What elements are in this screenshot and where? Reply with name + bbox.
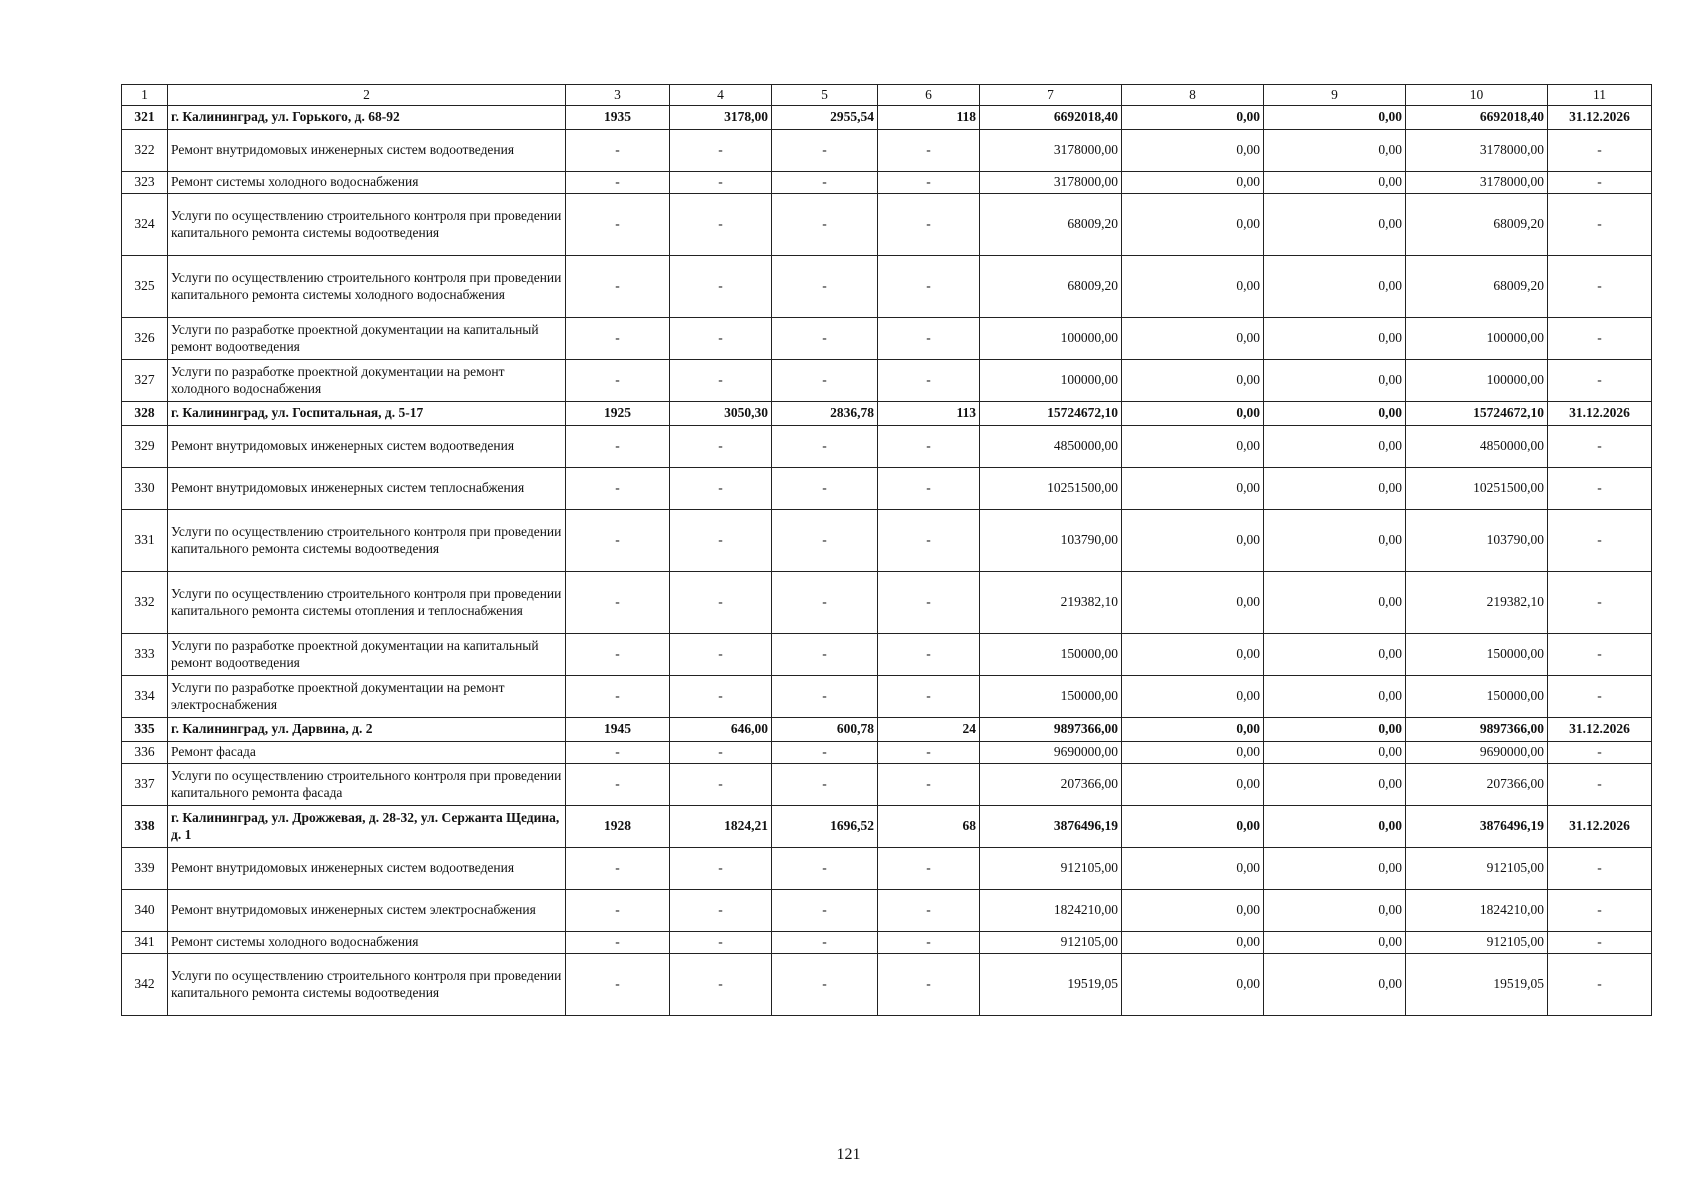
cost-total-cell: 219382,10 <box>980 572 1122 634</box>
residents-cell: 113 <box>878 402 980 426</box>
year-cell: - <box>566 426 670 468</box>
fund-b-cell: 0,00 <box>1264 572 1406 634</box>
year-cell: - <box>566 172 670 194</box>
deadline-cell: 31.12.2026 <box>1548 402 1652 426</box>
cost-total-cell: 15724672,10 <box>980 402 1122 426</box>
fund-owners-cell: 207366,00 <box>1406 764 1548 806</box>
row-name: Услуги по осуществлению строительного контроля при проведении капитального ремонта системы холодного водоснабжения <box>168 256 566 318</box>
column-header: 11 <box>1548 85 1652 106</box>
row-number: 321 <box>122 106 168 130</box>
cost-total-cell: 9897366,00 <box>980 718 1122 742</box>
fund-owners-cell: 68009,20 <box>1406 256 1548 318</box>
fund-b-cell: 0,00 <box>1264 172 1406 194</box>
deadline-cell: - <box>1548 848 1652 890</box>
cost-total-cell: 207366,00 <box>980 764 1122 806</box>
deadline-cell: - <box>1548 318 1652 360</box>
work-item-row <box>122 426 1652 468</box>
cost-total-cell: 68009,20 <box>980 256 1122 318</box>
row-name: Услуги по осуществлению строительного контроля при проведении капитального ремонта системы отопления и теплоснабжения <box>168 572 566 634</box>
area-total-cell: - <box>670 572 772 634</box>
area-living-cell: - <box>772 256 878 318</box>
fund-owners-cell: 100000,00 <box>1406 360 1548 402</box>
work-item-row <box>122 318 1652 360</box>
fund-a-cell: 0,00 <box>1122 634 1264 676</box>
fund-b-cell: 0,00 <box>1264 402 1406 426</box>
deadline-cell: - <box>1548 634 1652 676</box>
fund-b-cell: 0,00 <box>1264 932 1406 954</box>
column-header: 4 <box>670 85 772 106</box>
area-total-cell: - <box>670 932 772 954</box>
residents-cell: - <box>878 848 980 890</box>
area-total-cell: - <box>670 360 772 402</box>
fund-b-cell: 0,00 <box>1264 742 1406 764</box>
area-living-cell: - <box>772 510 878 572</box>
area-total-cell: - <box>670 468 772 510</box>
fund-a-cell: 0,00 <box>1122 718 1264 742</box>
year-cell: - <box>566 954 670 1016</box>
year-cell: - <box>566 890 670 932</box>
area-total-cell: - <box>670 848 772 890</box>
fund-b-cell: 0,00 <box>1264 360 1406 402</box>
cost-total-cell: 150000,00 <box>980 676 1122 718</box>
area-living-cell: - <box>772 954 878 1016</box>
area-living-cell: 1696,52 <box>772 806 878 848</box>
residents-cell: - <box>878 890 980 932</box>
fund-owners-cell: 3178000,00 <box>1406 130 1548 172</box>
area-living-cell: - <box>772 572 878 634</box>
column-header: 1 <box>122 85 168 106</box>
area-living-cell: - <box>772 764 878 806</box>
row-name: Ремонт системы холодного водоснабжения <box>168 932 566 954</box>
page-number: 121 <box>836 1146 861 1163</box>
year-cell: - <box>566 742 670 764</box>
fund-a-cell: 0,00 <box>1122 256 1264 318</box>
residents-cell: - <box>878 742 980 764</box>
area-total-cell: 3178,00 <box>670 106 772 130</box>
row-name: г. Калининград, ул. Горького, д. 68-92 <box>168 106 566 130</box>
column-header: 7 <box>980 85 1122 106</box>
row-name: Услуги по разработке проектной документации на капитальный ремонт водоотведения <box>168 634 566 676</box>
fund-b-cell: 0,00 <box>1264 676 1406 718</box>
fund-b-cell: 0,00 <box>1264 426 1406 468</box>
work-item-row <box>122 890 1652 932</box>
area-total-cell: - <box>670 764 772 806</box>
fund-b-cell: 0,00 <box>1264 106 1406 130</box>
year-cell: - <box>566 676 670 718</box>
column-header: 9 <box>1264 85 1406 106</box>
row-name: Услуги по разработке проектной документации на ремонт электроснабжения <box>168 676 566 718</box>
row-name: Ремонт внутридомовых инженерных систем теплоснабжения <box>168 468 566 510</box>
work-item-row <box>122 172 1652 194</box>
residents-cell: - <box>878 954 980 1016</box>
work-item-row <box>122 742 1652 764</box>
cost-total-cell: 19519,05 <box>980 954 1122 1016</box>
area-total-cell: - <box>670 172 772 194</box>
area-living-cell: - <box>772 194 878 256</box>
deadline-cell: - <box>1548 468 1652 510</box>
cost-total-cell: 100000,00 <box>980 360 1122 402</box>
fund-owners-cell: 150000,00 <box>1406 676 1548 718</box>
year-cell: - <box>566 764 670 806</box>
fund-a-cell: 0,00 <box>1122 402 1264 426</box>
residents-cell: - <box>878 764 980 806</box>
row-name: Услуги по осуществлению строительного контроля при проведении капитального ремонта системы водоотведения <box>168 510 566 572</box>
fund-a-cell: 0,00 <box>1122 194 1264 256</box>
fund-a-cell: 0,00 <box>1122 764 1264 806</box>
residents-cell: - <box>878 572 980 634</box>
work-item-row <box>122 572 1652 634</box>
row-number: 336 <box>122 742 168 764</box>
deadline-cell: - <box>1548 572 1652 634</box>
cost-total-cell: 3876496,19 <box>980 806 1122 848</box>
row-number: 323 <box>122 172 168 194</box>
deadline-cell: - <box>1548 676 1652 718</box>
fund-owners-cell: 150000,00 <box>1406 634 1548 676</box>
fund-owners-cell: 912105,00 <box>1406 932 1548 954</box>
work-item-row <box>122 360 1652 402</box>
row-number: 328 <box>122 402 168 426</box>
work-item-row <box>122 676 1652 718</box>
fund-owners-cell: 9690000,00 <box>1406 742 1548 764</box>
row-name: Ремонт внутридомовых инженерных систем электроснабжения <box>168 890 566 932</box>
row-name: Ремонт внутридомовых инженерных систем водоотведения <box>168 130 566 172</box>
fund-owners-cell: 912105,00 <box>1406 848 1548 890</box>
fund-a-cell: 0,00 <box>1122 426 1264 468</box>
row-name: Ремонт внутридомовых инженерных систем водоотведения <box>168 426 566 468</box>
work-item-row <box>122 468 1652 510</box>
cost-total-cell: 3178000,00 <box>980 172 1122 194</box>
fund-a-cell: 0,00 <box>1122 360 1264 402</box>
deadline-cell: - <box>1548 256 1652 318</box>
address-row <box>122 718 1652 742</box>
cost-total-cell: 912105,00 <box>980 932 1122 954</box>
fund-b-cell: 0,00 <box>1264 130 1406 172</box>
deadline-cell: - <box>1548 172 1652 194</box>
fund-b-cell: 0,00 <box>1264 764 1406 806</box>
fund-a-cell: 0,00 <box>1122 676 1264 718</box>
fund-a-cell: 0,00 <box>1122 890 1264 932</box>
fund-b-cell: 0,00 <box>1264 194 1406 256</box>
cost-total-cell: 3178000,00 <box>980 130 1122 172</box>
area-total-cell: 3050,30 <box>670 402 772 426</box>
fund-b-cell: 0,00 <box>1264 954 1406 1016</box>
fund-owners-cell: 4850000,00 <box>1406 426 1548 468</box>
residents-cell: - <box>878 510 980 572</box>
area-living-cell: - <box>772 426 878 468</box>
work-item-row <box>122 510 1652 572</box>
year-cell: 1935 <box>566 106 670 130</box>
area-living-cell: 2836,78 <box>772 402 878 426</box>
row-number: 332 <box>122 572 168 634</box>
row-number: 338 <box>122 806 168 848</box>
deadline-cell: - <box>1548 932 1652 954</box>
area-living-cell: - <box>772 634 878 676</box>
year-cell: - <box>566 318 670 360</box>
area-living-cell: - <box>772 676 878 718</box>
column-number-header-row <box>122 85 1652 106</box>
residents-cell: - <box>878 932 980 954</box>
fund-owners-cell: 9897366,00 <box>1406 718 1548 742</box>
column-header: 5 <box>772 85 878 106</box>
work-item-row <box>122 194 1652 256</box>
area-total-cell: - <box>670 318 772 360</box>
deadline-cell: - <box>1548 360 1652 402</box>
row-name: Услуги по разработке проектной документации на капитальный ремонт водоотведения <box>168 318 566 360</box>
fund-a-cell: 0,00 <box>1122 572 1264 634</box>
area-living-cell: - <box>772 172 878 194</box>
row-name: Услуги по разработке проектной документации на ремонт холодного водоснабжения <box>168 360 566 402</box>
column-header: 10 <box>1406 85 1548 106</box>
residents-cell: - <box>878 426 980 468</box>
year-cell: 1945 <box>566 718 670 742</box>
residents-cell: - <box>878 194 980 256</box>
residents-cell: - <box>878 360 980 402</box>
column-header: 3 <box>566 85 670 106</box>
fund-owners-cell: 15724672,10 <box>1406 402 1548 426</box>
area-living-cell: - <box>772 468 878 510</box>
row-name: Ремонт фасада <box>168 742 566 764</box>
fund-b-cell: 0,00 <box>1264 634 1406 676</box>
fund-owners-cell: 3876496,19 <box>1406 806 1548 848</box>
residents-cell: - <box>878 130 980 172</box>
deadline-cell: - <box>1548 426 1652 468</box>
fund-b-cell: 0,00 <box>1264 806 1406 848</box>
fund-owners-cell: 3178000,00 <box>1406 172 1548 194</box>
area-total-cell: 646,00 <box>670 718 772 742</box>
area-total-cell: - <box>670 194 772 256</box>
deadline-cell: 31.12.2026 <box>1548 806 1652 848</box>
deadline-cell: - <box>1548 130 1652 172</box>
row-name: Услуги по осуществлению строительного контроля при проведении капитального ремонта системы водоотведения <box>168 194 566 256</box>
fund-a-cell: 0,00 <box>1122 742 1264 764</box>
area-living-cell: 600,78 <box>772 718 878 742</box>
year-cell: - <box>566 130 670 172</box>
area-living-cell: - <box>772 360 878 402</box>
cost-total-cell: 103790,00 <box>980 510 1122 572</box>
row-number: 341 <box>122 932 168 954</box>
address-row <box>122 402 1652 426</box>
fund-a-cell: 0,00 <box>1122 954 1264 1016</box>
repair-schedule-table <box>121 84 1652 1016</box>
fund-owners-cell: 100000,00 <box>1406 318 1548 360</box>
residents-cell: - <box>878 172 980 194</box>
fund-a-cell: 0,00 <box>1122 130 1264 172</box>
deadline-cell: - <box>1548 954 1652 1016</box>
fund-b-cell: 0,00 <box>1264 510 1406 572</box>
fund-owners-cell: 1824210,00 <box>1406 890 1548 932</box>
year-cell: - <box>566 848 670 890</box>
row-name: Ремонт внутридомовых инженерных систем водоотведения <box>168 848 566 890</box>
area-living-cell: 2955,54 <box>772 106 878 130</box>
work-item-row <box>122 130 1652 172</box>
row-name: г. Калининград, ул. Дарвина, д. 2 <box>168 718 566 742</box>
work-item-row <box>122 848 1652 890</box>
row-number: 330 <box>122 468 168 510</box>
deadline-cell: 31.12.2026 <box>1548 718 1652 742</box>
deadline-cell: - <box>1548 194 1652 256</box>
area-total-cell: - <box>670 742 772 764</box>
row-number: 339 <box>122 848 168 890</box>
work-item-row <box>122 764 1652 806</box>
year-cell: - <box>566 256 670 318</box>
area-total-cell: - <box>670 130 772 172</box>
fund-a-cell: 0,00 <box>1122 848 1264 890</box>
row-number: 325 <box>122 256 168 318</box>
cost-total-cell: 100000,00 <box>980 318 1122 360</box>
row-number: 326 <box>122 318 168 360</box>
row-name: Услуги по осуществлению строительного контроля при проведении капитального ремонта системы водоотведения <box>168 954 566 1016</box>
year-cell: - <box>566 468 670 510</box>
cost-total-cell: 10251500,00 <box>980 468 1122 510</box>
cost-total-cell: 6692018,40 <box>980 106 1122 130</box>
address-row <box>122 106 1652 130</box>
area-living-cell: - <box>772 848 878 890</box>
residents-cell: 24 <box>878 718 980 742</box>
address-row <box>122 806 1652 848</box>
year-cell: - <box>566 634 670 676</box>
area-living-cell: - <box>772 318 878 360</box>
fund-a-cell: 0,00 <box>1122 318 1264 360</box>
deadline-cell: - <box>1548 890 1652 932</box>
fund-b-cell: 0,00 <box>1264 256 1406 318</box>
deadline-cell: - <box>1548 764 1652 806</box>
area-total-cell: - <box>670 676 772 718</box>
column-header: 2 <box>168 85 566 106</box>
work-item-row <box>122 634 1652 676</box>
year-cell: 1928 <box>566 806 670 848</box>
fund-owners-cell: 68009,20 <box>1406 194 1548 256</box>
cost-total-cell: 1824210,00 <box>980 890 1122 932</box>
row-name: Ремонт системы холодного водоснабжения <box>168 172 566 194</box>
row-number: 337 <box>122 764 168 806</box>
work-item-row <box>122 256 1652 318</box>
fund-b-cell: 0,00 <box>1264 468 1406 510</box>
row-number: 329 <box>122 426 168 468</box>
fund-b-cell: 0,00 <box>1264 718 1406 742</box>
residents-cell: - <box>878 318 980 360</box>
year-cell: - <box>566 360 670 402</box>
area-total-cell: - <box>670 634 772 676</box>
fund-owners-cell: 10251500,00 <box>1406 468 1548 510</box>
area-total-cell: 1824,21 <box>670 806 772 848</box>
area-total-cell: - <box>670 890 772 932</box>
row-number: 324 <box>122 194 168 256</box>
residents-cell: - <box>878 256 980 318</box>
fund-a-cell: 0,00 <box>1122 468 1264 510</box>
fund-a-cell: 0,00 <box>1122 510 1264 572</box>
row-name: г. Калининград, ул. Дрожжевая, д. 28-32, ул. Сержанта Щедина, д. 1 <box>168 806 566 848</box>
column-header: 8 <box>1122 85 1264 106</box>
area-living-cell: - <box>772 742 878 764</box>
area-total-cell: - <box>670 954 772 1016</box>
area-total-cell: - <box>670 510 772 572</box>
residents-cell: - <box>878 676 980 718</box>
cost-total-cell: 9690000,00 <box>980 742 1122 764</box>
area-living-cell: - <box>772 932 878 954</box>
fund-owners-cell: 103790,00 <box>1406 510 1548 572</box>
year-cell: 1925 <box>566 402 670 426</box>
fund-a-cell: 0,00 <box>1122 806 1264 848</box>
cost-total-cell: 4850000,00 <box>980 426 1122 468</box>
row-name: г. Калининград, ул. Госпитальная, д. 5-17 <box>168 402 566 426</box>
fund-owners-cell: 6692018,40 <box>1406 106 1548 130</box>
fund-b-cell: 0,00 <box>1264 890 1406 932</box>
cost-total-cell: 150000,00 <box>980 634 1122 676</box>
deadline-cell: - <box>1548 510 1652 572</box>
row-number: 333 <box>122 634 168 676</box>
year-cell: - <box>566 572 670 634</box>
work-item-row <box>122 932 1652 954</box>
residents-cell: - <box>878 468 980 510</box>
area-total-cell: - <box>670 426 772 468</box>
row-number: 342 <box>122 954 168 1016</box>
fund-b-cell: 0,00 <box>1264 848 1406 890</box>
year-cell: - <box>566 932 670 954</box>
column-header: 6 <box>878 85 980 106</box>
fund-owners-cell: 19519,05 <box>1406 954 1548 1016</box>
deadline-cell: - <box>1548 742 1652 764</box>
residents-cell: 68 <box>878 806 980 848</box>
residents-cell: - <box>878 634 980 676</box>
cost-total-cell: 68009,20 <box>980 194 1122 256</box>
fund-b-cell: 0,00 <box>1264 318 1406 360</box>
fund-a-cell: 0,00 <box>1122 932 1264 954</box>
work-item-row <box>122 954 1652 1016</box>
deadline-cell: 31.12.2026 <box>1548 106 1652 130</box>
fund-a-cell: 0,00 <box>1122 172 1264 194</box>
year-cell: - <box>566 510 670 572</box>
fund-a-cell: 0,00 <box>1122 106 1264 130</box>
row-number: 340 <box>122 890 168 932</box>
row-name: Услуги по осуществлению строительного контроля при проведении капитального ремонта фасада <box>168 764 566 806</box>
row-number: 331 <box>122 510 168 572</box>
row-number: 322 <box>122 130 168 172</box>
row-number: 334 <box>122 676 168 718</box>
row-number: 335 <box>122 718 168 742</box>
area-living-cell: - <box>772 890 878 932</box>
fund-owners-cell: 219382,10 <box>1406 572 1548 634</box>
cost-total-cell: 912105,00 <box>980 848 1122 890</box>
area-total-cell: - <box>670 256 772 318</box>
row-number: 327 <box>122 360 168 402</box>
area-living-cell: - <box>772 130 878 172</box>
residents-cell: 118 <box>878 106 980 130</box>
year-cell: - <box>566 194 670 256</box>
